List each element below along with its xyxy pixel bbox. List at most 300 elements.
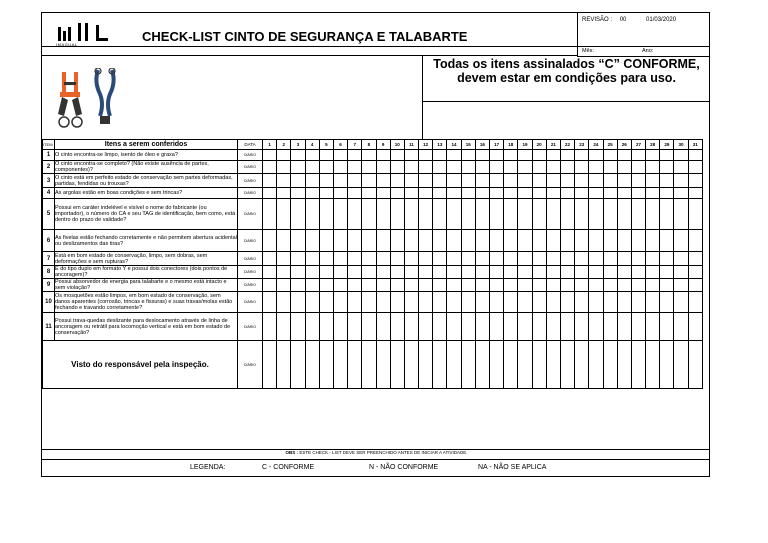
check-cell[interactable]	[433, 230, 447, 252]
check-cell[interactable]	[291, 230, 305, 252]
check-cell[interactable]	[305, 199, 319, 230]
check-cell[interactable]	[560, 266, 574, 279]
check-cell[interactable]	[660, 313, 674, 341]
check-cell[interactable]	[263, 279, 277, 292]
check-cell[interactable]	[277, 252, 291, 266]
check-cell[interactable]	[560, 199, 574, 230]
check-cell[interactable]	[447, 266, 461, 279]
check-cell[interactable]	[404, 161, 418, 174]
check-cell[interactable]	[589, 292, 603, 313]
check-cell[interactable]	[475, 266, 489, 279]
check-cell[interactable]	[390, 188, 404, 199]
signature-cell[interactable]	[362, 341, 376, 389]
check-cell[interactable]	[390, 150, 404, 161]
check-cell[interactable]	[461, 188, 475, 199]
check-cell[interactable]	[560, 292, 574, 313]
signature-cell[interactable]	[646, 341, 660, 389]
check-cell[interactable]	[518, 199, 532, 230]
check-cell[interactable]	[419, 199, 433, 230]
check-cell[interactable]	[532, 161, 546, 174]
check-cell[interactable]	[532, 279, 546, 292]
signature-cell[interactable]	[348, 341, 362, 389]
check-cell[interactable]	[319, 199, 333, 230]
check-cell[interactable]	[404, 279, 418, 292]
check-cell[interactable]	[461, 230, 475, 252]
check-cell[interactable]	[575, 266, 589, 279]
check-cell[interactable]	[390, 161, 404, 174]
check-cell[interactable]	[376, 230, 390, 252]
check-cell[interactable]	[546, 279, 560, 292]
check-cell[interactable]	[646, 174, 660, 188]
check-cell[interactable]	[546, 266, 560, 279]
check-cell[interactable]	[263, 188, 277, 199]
check-cell[interactable]	[475, 230, 489, 252]
check-cell[interactable]	[546, 252, 560, 266]
check-cell[interactable]	[419, 174, 433, 188]
check-cell[interactable]	[589, 188, 603, 199]
check-cell[interactable]	[376, 266, 390, 279]
check-cell[interactable]	[688, 313, 702, 341]
check-cell[interactable]	[646, 279, 660, 292]
check-cell[interactable]	[674, 174, 688, 188]
check-cell[interactable]	[631, 279, 645, 292]
check-cell[interactable]	[461, 161, 475, 174]
signature-cell[interactable]	[419, 341, 433, 389]
check-cell[interactable]	[263, 292, 277, 313]
check-cell[interactable]	[617, 161, 631, 174]
check-cell[interactable]	[376, 150, 390, 161]
check-cell[interactable]	[390, 279, 404, 292]
check-cell[interactable]	[319, 230, 333, 252]
signature-cell[interactable]	[631, 341, 645, 389]
check-cell[interactable]	[631, 161, 645, 174]
check-cell[interactable]	[674, 161, 688, 174]
check-cell[interactable]	[532, 188, 546, 199]
check-cell[interactable]	[603, 188, 617, 199]
check-cell[interactable]	[263, 199, 277, 230]
check-cell[interactable]	[305, 292, 319, 313]
check-cell[interactable]	[348, 292, 362, 313]
check-cell[interactable]	[504, 150, 518, 161]
check-cell[interactable]	[362, 230, 376, 252]
check-cell[interactable]	[305, 230, 319, 252]
check-cell[interactable]	[560, 188, 574, 199]
check-cell[interactable]	[674, 279, 688, 292]
check-cell[interactable]	[475, 174, 489, 188]
signature-cell[interactable]	[461, 341, 475, 389]
signature-cell[interactable]	[617, 341, 631, 389]
check-cell[interactable]	[546, 161, 560, 174]
check-cell[interactable]	[277, 174, 291, 188]
check-cell[interactable]	[603, 174, 617, 188]
check-cell[interactable]	[404, 292, 418, 313]
check-cell[interactable]	[603, 313, 617, 341]
check-cell[interactable]	[532, 266, 546, 279]
check-cell[interactable]	[646, 230, 660, 252]
signature-cell[interactable]	[376, 341, 390, 389]
check-cell[interactable]	[277, 230, 291, 252]
check-cell[interactable]	[348, 188, 362, 199]
check-cell[interactable]	[305, 266, 319, 279]
check-cell[interactable]	[660, 279, 674, 292]
check-cell[interactable]	[560, 161, 574, 174]
check-cell[interactable]	[603, 279, 617, 292]
check-cell[interactable]	[305, 174, 319, 188]
check-cell[interactable]	[362, 174, 376, 188]
check-cell[interactable]	[575, 252, 589, 266]
check-cell[interactable]	[277, 150, 291, 161]
check-cell[interactable]	[646, 313, 660, 341]
check-cell[interactable]	[490, 252, 504, 266]
check-cell[interactable]	[404, 150, 418, 161]
check-cell[interactable]	[376, 313, 390, 341]
check-cell[interactable]	[277, 266, 291, 279]
check-cell[interactable]	[589, 279, 603, 292]
check-cell[interactable]	[617, 174, 631, 188]
check-cell[interactable]	[631, 199, 645, 230]
check-cell[interactable]	[546, 174, 560, 188]
check-cell[interactable]	[674, 199, 688, 230]
check-cell[interactable]	[362, 199, 376, 230]
check-cell[interactable]	[461, 174, 475, 188]
check-cell[interactable]	[617, 230, 631, 252]
check-cell[interactable]	[305, 313, 319, 341]
signature-cell[interactable]	[319, 341, 333, 389]
check-cell[interactable]	[447, 188, 461, 199]
check-cell[interactable]	[348, 174, 362, 188]
check-cell[interactable]	[646, 199, 660, 230]
check-cell[interactable]	[333, 188, 347, 199]
check-cell[interactable]	[419, 266, 433, 279]
check-cell[interactable]	[404, 230, 418, 252]
check-cell[interactable]	[319, 252, 333, 266]
check-cell[interactable]	[390, 292, 404, 313]
check-cell[interactable]	[362, 252, 376, 266]
check-cell[interactable]	[319, 266, 333, 279]
check-cell[interactable]	[333, 230, 347, 252]
check-cell[interactable]	[390, 266, 404, 279]
check-cell[interactable]	[277, 279, 291, 292]
check-cell[interactable]	[688, 199, 702, 230]
check-cell[interactable]	[362, 161, 376, 174]
check-cell[interactable]	[376, 161, 390, 174]
signature-cell[interactable]	[674, 341, 688, 389]
check-cell[interactable]	[646, 292, 660, 313]
check-cell[interactable]	[617, 266, 631, 279]
check-cell[interactable]	[461, 292, 475, 313]
check-cell[interactable]	[376, 199, 390, 230]
check-cell[interactable]	[433, 292, 447, 313]
check-cell[interactable]	[305, 161, 319, 174]
check-cell[interactable]	[504, 279, 518, 292]
check-cell[interactable]	[646, 188, 660, 199]
check-cell[interactable]	[688, 230, 702, 252]
check-cell[interactable]	[475, 150, 489, 161]
check-cell[interactable]	[560, 252, 574, 266]
check-cell[interactable]	[589, 199, 603, 230]
check-cell[interactable]	[433, 188, 447, 199]
check-cell[interactable]	[277, 199, 291, 230]
check-cell[interactable]	[631, 292, 645, 313]
check-cell[interactable]	[376, 279, 390, 292]
check-cell[interactable]	[348, 279, 362, 292]
check-cell[interactable]	[504, 252, 518, 266]
signature-cell[interactable]	[475, 341, 489, 389]
check-cell[interactable]	[447, 252, 461, 266]
check-cell[interactable]	[504, 313, 518, 341]
check-cell[interactable]	[475, 252, 489, 266]
signature-cell[interactable]	[546, 341, 560, 389]
check-cell[interactable]	[291, 313, 305, 341]
check-cell[interactable]	[518, 150, 532, 161]
check-cell[interactable]	[433, 279, 447, 292]
check-cell[interactable]	[447, 292, 461, 313]
check-cell[interactable]	[333, 313, 347, 341]
check-cell[interactable]	[589, 313, 603, 341]
check-cell[interactable]	[674, 230, 688, 252]
check-cell[interactable]	[532, 313, 546, 341]
check-cell[interactable]	[419, 292, 433, 313]
check-cell[interactable]	[603, 292, 617, 313]
check-cell[interactable]	[688, 161, 702, 174]
check-cell[interactable]	[305, 188, 319, 199]
check-cell[interactable]	[319, 174, 333, 188]
check-cell[interactable]	[319, 279, 333, 292]
check-cell[interactable]	[617, 199, 631, 230]
check-cell[interactable]	[560, 279, 574, 292]
check-cell[interactable]	[348, 266, 362, 279]
check-cell[interactable]	[263, 252, 277, 266]
signature-cell[interactable]	[660, 341, 674, 389]
check-cell[interactable]	[532, 230, 546, 252]
check-cell[interactable]	[688, 150, 702, 161]
check-cell[interactable]	[348, 252, 362, 266]
signature-cell[interactable]	[560, 341, 574, 389]
check-cell[interactable]	[546, 199, 560, 230]
check-cell[interactable]	[631, 252, 645, 266]
check-cell[interactable]	[404, 252, 418, 266]
check-cell[interactable]	[660, 174, 674, 188]
check-cell[interactable]	[433, 313, 447, 341]
check-cell[interactable]	[660, 199, 674, 230]
signature-cell[interactable]	[263, 341, 277, 389]
check-cell[interactable]	[475, 188, 489, 199]
check-cell[interactable]	[546, 292, 560, 313]
check-cell[interactable]	[660, 292, 674, 313]
check-cell[interactable]	[461, 279, 475, 292]
check-cell[interactable]	[490, 174, 504, 188]
signature-cell[interactable]	[504, 341, 518, 389]
check-cell[interactable]	[263, 266, 277, 279]
check-cell[interactable]	[490, 199, 504, 230]
check-cell[interactable]	[319, 313, 333, 341]
check-cell[interactable]	[333, 161, 347, 174]
check-cell[interactable]	[589, 230, 603, 252]
check-cell[interactable]	[333, 174, 347, 188]
check-cell[interactable]	[319, 292, 333, 313]
check-cell[interactable]	[518, 230, 532, 252]
check-cell[interactable]	[333, 150, 347, 161]
signature-cell[interactable]	[589, 341, 603, 389]
check-cell[interactable]	[660, 161, 674, 174]
check-cell[interactable]	[362, 150, 376, 161]
check-cell[interactable]	[617, 292, 631, 313]
check-cell[interactable]	[546, 150, 560, 161]
check-cell[interactable]	[362, 266, 376, 279]
check-cell[interactable]	[348, 199, 362, 230]
check-cell[interactable]	[433, 199, 447, 230]
check-cell[interactable]	[504, 188, 518, 199]
check-cell[interactable]	[447, 279, 461, 292]
check-cell[interactable]	[617, 313, 631, 341]
check-cell[interactable]	[575, 150, 589, 161]
signature-cell[interactable]	[603, 341, 617, 389]
check-cell[interactable]	[263, 150, 277, 161]
check-cell[interactable]	[603, 150, 617, 161]
check-cell[interactable]	[291, 150, 305, 161]
check-cell[interactable]	[603, 161, 617, 174]
check-cell[interactable]	[433, 150, 447, 161]
check-cell[interactable]	[419, 161, 433, 174]
check-cell[interactable]	[674, 150, 688, 161]
check-cell[interactable]	[277, 161, 291, 174]
check-cell[interactable]	[560, 150, 574, 161]
check-cell[interactable]	[589, 252, 603, 266]
check-cell[interactable]	[518, 292, 532, 313]
check-cell[interactable]	[447, 174, 461, 188]
check-cell[interactable]	[362, 292, 376, 313]
check-cell[interactable]	[504, 161, 518, 174]
check-cell[interactable]	[674, 292, 688, 313]
check-cell[interactable]	[646, 161, 660, 174]
check-cell[interactable]	[348, 313, 362, 341]
check-cell[interactable]	[333, 252, 347, 266]
check-cell[interactable]	[603, 199, 617, 230]
check-cell[interactable]	[575, 313, 589, 341]
check-cell[interactable]	[504, 266, 518, 279]
check-cell[interactable]	[419, 188, 433, 199]
signature-cell[interactable]	[688, 341, 702, 389]
check-cell[interactable]	[660, 252, 674, 266]
check-cell[interactable]	[617, 188, 631, 199]
check-cell[interactable]	[688, 174, 702, 188]
check-cell[interactable]	[688, 188, 702, 199]
check-cell[interactable]	[447, 161, 461, 174]
check-cell[interactable]	[504, 292, 518, 313]
check-cell[interactable]	[404, 313, 418, 341]
check-cell[interactable]	[263, 313, 277, 341]
check-cell[interactable]	[490, 279, 504, 292]
check-cell[interactable]	[646, 150, 660, 161]
signature-cell[interactable]	[390, 341, 404, 389]
check-cell[interactable]	[433, 266, 447, 279]
check-cell[interactable]	[532, 292, 546, 313]
check-cell[interactable]	[291, 174, 305, 188]
check-cell[interactable]	[390, 199, 404, 230]
signature-cell[interactable]	[575, 341, 589, 389]
check-cell[interactable]	[674, 188, 688, 199]
check-cell[interactable]	[532, 199, 546, 230]
check-cell[interactable]	[660, 230, 674, 252]
check-cell[interactable]	[575, 161, 589, 174]
check-cell[interactable]	[646, 266, 660, 279]
check-cell[interactable]	[419, 230, 433, 252]
check-cell[interactable]	[291, 188, 305, 199]
check-cell[interactable]	[603, 252, 617, 266]
check-cell[interactable]	[461, 199, 475, 230]
check-cell[interactable]	[376, 174, 390, 188]
check-cell[interactable]	[631, 150, 645, 161]
check-cell[interactable]	[319, 161, 333, 174]
check-cell[interactable]	[390, 174, 404, 188]
check-cell[interactable]	[277, 313, 291, 341]
check-cell[interactable]	[631, 230, 645, 252]
check-cell[interactable]	[674, 266, 688, 279]
check-cell[interactable]	[447, 150, 461, 161]
check-cell[interactable]	[333, 279, 347, 292]
check-cell[interactable]	[404, 174, 418, 188]
check-cell[interactable]	[447, 230, 461, 252]
check-cell[interactable]	[532, 150, 546, 161]
check-cell[interactable]	[589, 150, 603, 161]
check-cell[interactable]	[475, 313, 489, 341]
signature-cell[interactable]	[277, 341, 291, 389]
check-cell[interactable]	[660, 266, 674, 279]
check-cell[interactable]	[504, 230, 518, 252]
check-cell[interactable]	[518, 279, 532, 292]
check-cell[interactable]	[433, 174, 447, 188]
check-cell[interactable]	[376, 292, 390, 313]
check-cell[interactable]	[404, 188, 418, 199]
check-cell[interactable]	[631, 174, 645, 188]
check-cell[interactable]	[390, 313, 404, 341]
check-cell[interactable]	[546, 188, 560, 199]
check-cell[interactable]	[532, 174, 546, 188]
check-cell[interactable]	[333, 266, 347, 279]
check-cell[interactable]	[546, 230, 560, 252]
check-cell[interactable]	[589, 161, 603, 174]
check-cell[interactable]	[447, 199, 461, 230]
check-cell[interactable]	[291, 199, 305, 230]
check-cell[interactable]	[560, 313, 574, 341]
check-cell[interactable]	[291, 292, 305, 313]
check-cell[interactable]	[688, 292, 702, 313]
check-cell[interactable]	[263, 161, 277, 174]
check-cell[interactable]	[461, 313, 475, 341]
check-cell[interactable]	[319, 188, 333, 199]
check-cell[interactable]	[518, 266, 532, 279]
check-cell[interactable]	[674, 313, 688, 341]
check-cell[interactable]	[376, 252, 390, 266]
check-cell[interactable]	[333, 199, 347, 230]
signature-cell[interactable]	[490, 341, 504, 389]
check-cell[interactable]	[646, 252, 660, 266]
signature-cell[interactable]	[433, 341, 447, 389]
check-cell[interactable]	[617, 252, 631, 266]
check-cell[interactable]	[560, 174, 574, 188]
check-cell[interactable]	[263, 230, 277, 252]
check-cell[interactable]	[603, 230, 617, 252]
check-cell[interactable]	[532, 252, 546, 266]
check-cell[interactable]	[433, 252, 447, 266]
check-cell[interactable]	[575, 174, 589, 188]
check-cell[interactable]	[447, 313, 461, 341]
check-cell[interactable]	[305, 252, 319, 266]
check-cell[interactable]	[575, 199, 589, 230]
check-cell[interactable]	[504, 199, 518, 230]
check-cell[interactable]	[603, 266, 617, 279]
check-cell[interactable]	[461, 266, 475, 279]
